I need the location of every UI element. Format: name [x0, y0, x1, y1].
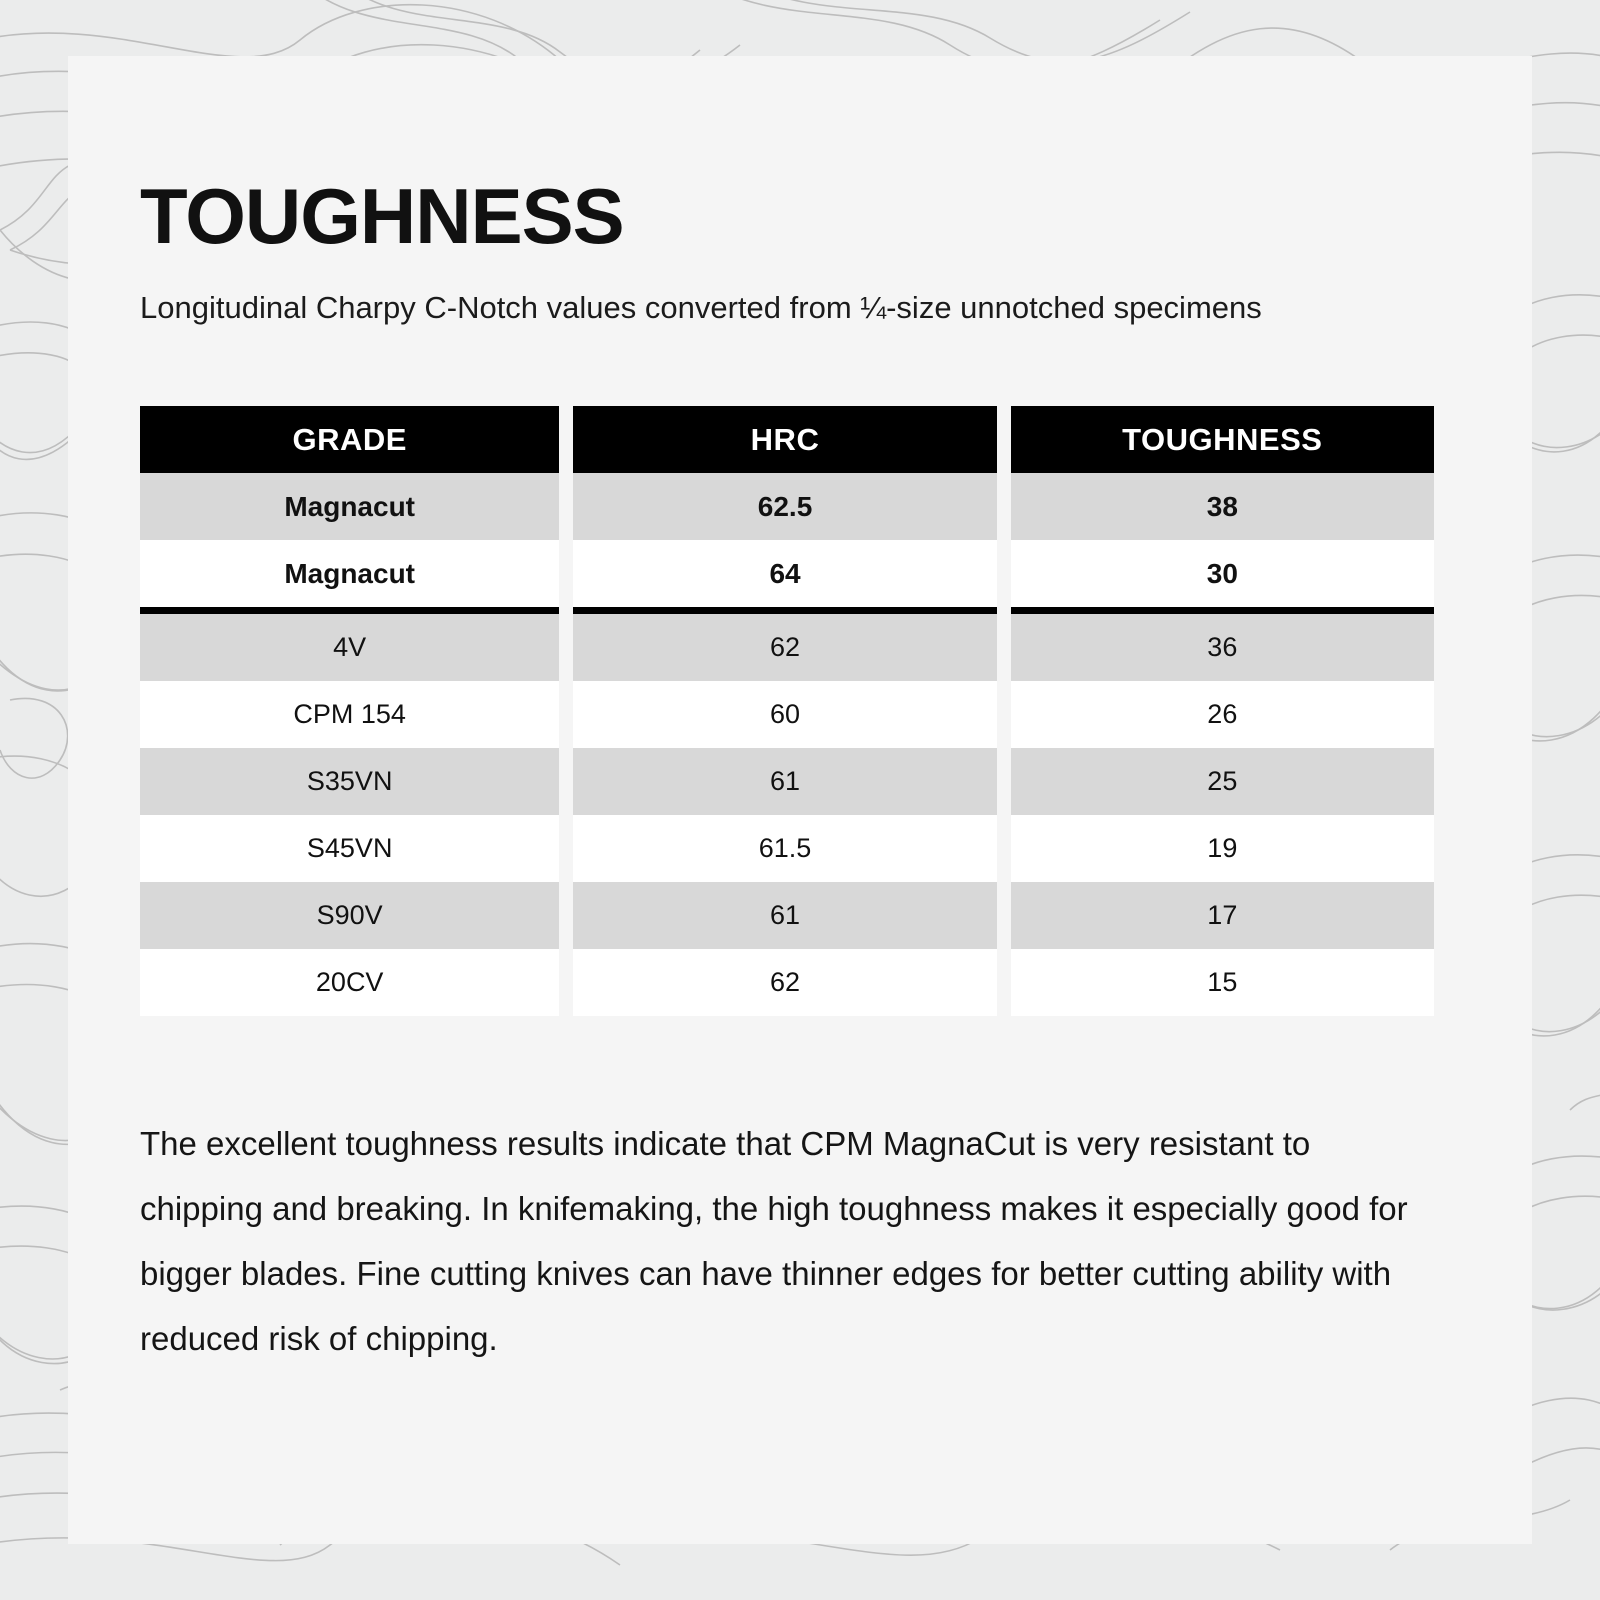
cell-toughness: 30 [1011, 540, 1434, 607]
cell-toughness: 38 [1011, 473, 1434, 540]
page-title: TOUGHNESS [140, 172, 624, 260]
column-header-hrc: HRC [573, 406, 996, 473]
table-row [140, 748, 1434, 815]
cell-toughness: 15 [1011, 949, 1434, 1016]
cell-hrc: 64 [573, 540, 996, 607]
cell-grade: Magnacut [140, 540, 559, 607]
cell-hrc: 61 [573, 882, 996, 949]
table-row-highlight-2 [140, 540, 1434, 607]
table-row [140, 614, 1434, 681]
cell-toughness: 17 [1011, 882, 1434, 949]
divider-segment-toughness [1011, 607, 1434, 614]
column-header-grade: GRADE [140, 406, 559, 473]
cell-grade: 4V [140, 614, 559, 681]
cell-grade: Magnacut [140, 473, 559, 540]
divider-segment-grade [140, 607, 559, 614]
cell-hrc: 61 [573, 748, 996, 815]
table-row-highlight-1 [140, 473, 1434, 540]
table-row [140, 949, 1434, 1016]
content-card [68, 56, 1532, 1544]
table-section-divider [140, 607, 1434, 614]
table-row [140, 681, 1434, 748]
column-header-toughness: TOUGHNESS [1011, 406, 1434, 473]
description-paragraph: The excellent toughness results indicate that CPM MagnaCut is very resistant to chipping and breaking. In knifemaking, the high toughness makes it especially good for bigger blades. Fine cutting knives can have thinner edges for better cutting ability with reduced risk of chipping. [140, 1125, 1408, 1357]
cell-hrc: 62 [573, 614, 996, 681]
cell-grade: S45VN [140, 815, 559, 882]
table-row [140, 815, 1434, 882]
page-subtitle: Longitudinal Charpy C-Notch values converted from ¼-size unnotched specimens [140, 290, 1262, 325]
cell-toughness: 25 [1011, 748, 1434, 815]
cell-grade: S35VN [140, 748, 559, 815]
cell-toughness: 36 [1011, 614, 1434, 681]
divider-segment-hrc [573, 607, 996, 614]
cell-grade: 20CV [140, 949, 559, 1016]
table-row [140, 882, 1434, 949]
cell-hrc: 61.5 [573, 815, 996, 882]
toughness-table [140, 406, 1434, 1016]
cell-hrc: 62 [573, 949, 996, 1016]
table-header-row [140, 406, 1434, 473]
cell-toughness: 19 [1011, 815, 1434, 882]
cell-hrc: 62.5 [573, 473, 996, 540]
cell-grade: S90V [140, 882, 559, 949]
cell-hrc: 60 [573, 681, 996, 748]
cell-grade: CPM 154 [140, 681, 559, 748]
cell-toughness: 26 [1011, 681, 1434, 748]
